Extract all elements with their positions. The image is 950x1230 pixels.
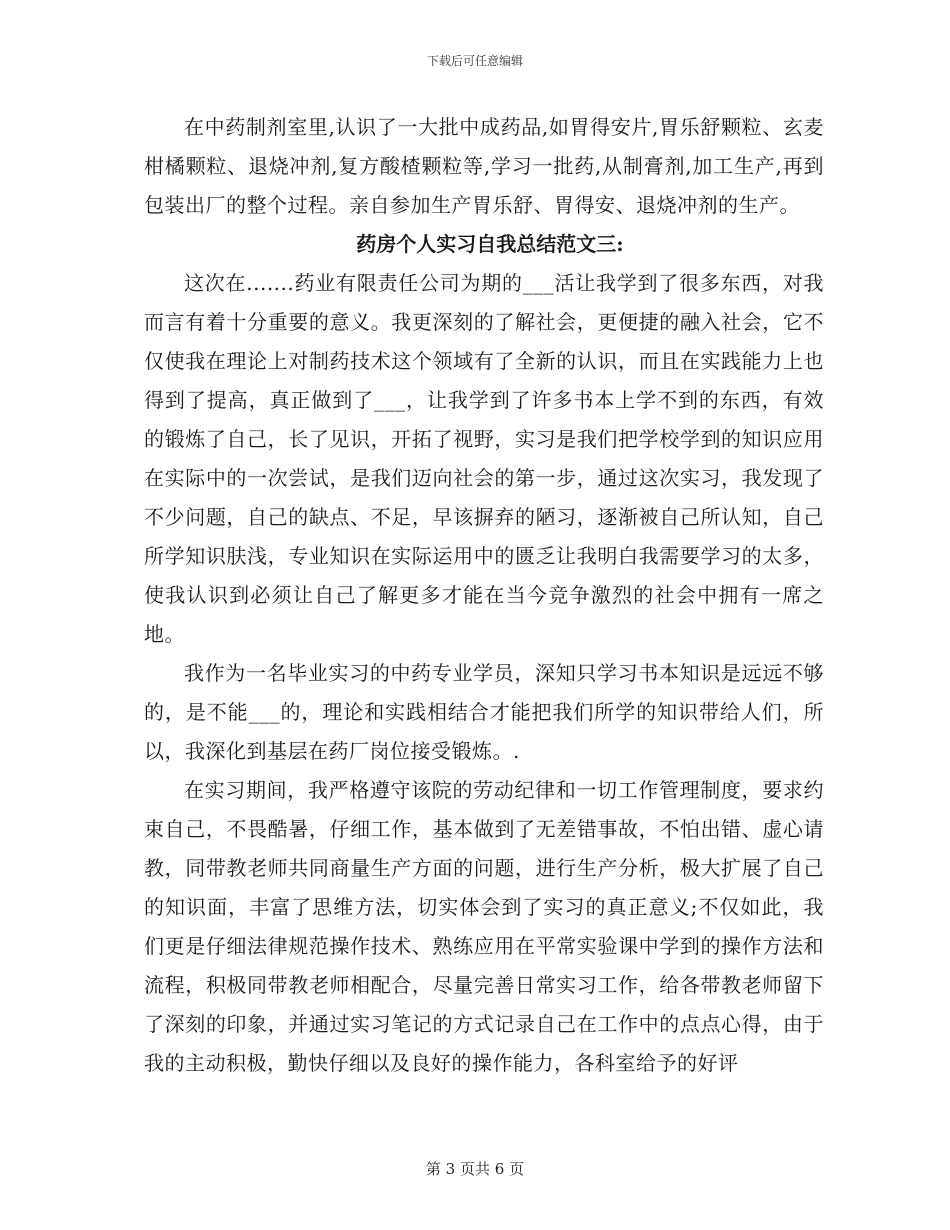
body-paragraph-3: 我作为一名毕业实习的中药专业学员，深知只学习书本知识是远远不够的，是不能___的，理论和实践相结合才能把我们所学的知识带给人们，所以，我深化到基层在药厂岗位接受锻炼。.	[144, 661, 824, 763]
page-header: 下载后可任意编辑	[426, 54, 523, 68]
body-paragraph-4: 在实习期间，我严格遵守该院的劳动纪律和一切工作管理制度，要求约束自己，不畏酷暑，仔细工作，基本做到了无差错事故，不怕出错、虚心请教，同带教老师共同商量生产方面的问题，进行生产分析，极大扩展了自己的知识面，丰富了思维方法，切实体会到了实习的真正意义;不仅如此，我们更是仔细法律规范操作技术、熟练应用在平常实验课中学到的操作方法和流程，积极同带教老师相配合，尽量完善日常实习工作，给各带教老师留下了深刻的印象，并通过实习笔记的方式记录自己在工作中的点点心得，由于我的主动积极，勤快仔细以及良好的操作能力，各科室给予的好评	[144, 778, 824, 1075]
document-body	[144, 108, 824, 1083]
page-number-footer: 第 3 页共 6 页	[425, 1160, 525, 1178]
body-paragraph-2: 这次在.......药业有限责任公司为期的___活让我学到了很多东西，对我而言有着十分重要的意义。我更深刻的了解社会，更便捷的融入社会，它不仅使我在理论上对制药技术这个领域有了全新的认识，而且在实践能力上也得到了提高，真正做到了___，让我学到了许多书本上学不到的东西，有效的锻炼了自己，长了见识，开拓了视野，实习是我们把学校学到的知识应用在实际中的一次尝试，是我们迈向社会的第一步，通过这次实习，我发现了不少问题，自己的缺点、不足，早该摒弃的陋习，逐渐被自己所认知，自己所学知识肤浅，专业知识在实际运用中的匮乏让我明白我需要学习的太多，使我认识到必须让自己了解更多才能在当今竞争激烈的社会中拥有一席之地。	[144, 271, 824, 646]
section-title: 药房个人实习自我总结范文三:	[356, 232, 624, 256]
body-paragraph-1: 在中药制剂室里,认识了一大批中成药品,如胃得安片,胃乐舒颗粒、玄麦柑橘颗粒、退烧冲剂,复方酸楂颗粒等,学习一批药,从制膏剂,加工生产,再到包装出厂的整个过程。亲自参加生产胃乐舒、胃得安、退烧冲剂的生产。	[144, 115, 824, 217]
